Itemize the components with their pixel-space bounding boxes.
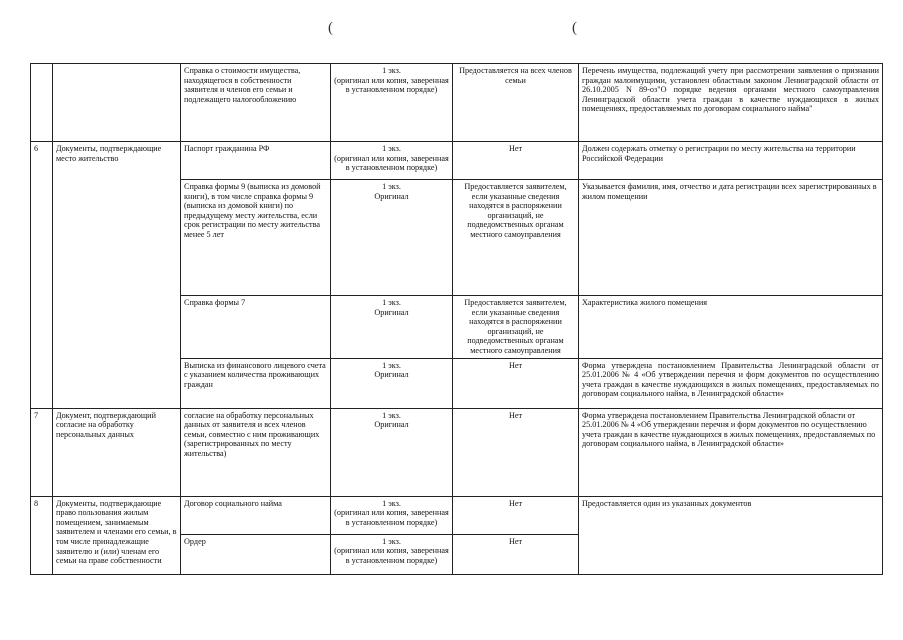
table-row: [31, 64, 883, 142]
note-cell: Указывается фамилия, имя, отчество и дата регистрации всех зарегистрированных в жилом помещении: [579, 180, 883, 296]
document-name-cell: Справка формы 7: [181, 296, 331, 359]
number-cell: 6: [31, 142, 53, 409]
document-name-cell: согласие на обработку персональных данных от заявителя и всех членов семьи, совместно с ним проживающих (зарегистрированных по месту жительства): [181, 408, 331, 496]
copies-cell: [331, 64, 453, 142]
table-row: [31, 142, 883, 180]
number-cell: [31, 64, 53, 142]
copies-text: 1 экз. Оригинал: [374, 360, 409, 380]
copies-text: 1 экз. (оригинал или копия, заверенная в установленном порядке): [334, 498, 449, 527]
bracket-mark-left: (: [328, 20, 333, 36]
copies-cell: [331, 180, 453, 296]
note-cell: Предоставляется один из указанных документов: [579, 496, 883, 574]
note-cell: Должен содержать отметку о регистрации по месту жительства на территории Российской Федерации: [579, 142, 883, 180]
copies-cell: [331, 496, 453, 534]
provider-cell: Предоставляется заявителем, если указанные сведения находятся в распоряжении организаций, не подведомственных органам местного самоуправления: [453, 296, 579, 359]
copies-text: 1 экз. (оригинал или копия, заверенная в установленном порядке): [334, 144, 449, 173]
provider-cell: Нет: [453, 408, 579, 496]
provider-cell: Нет: [453, 534, 579, 574]
copies-cell: [331, 142, 453, 180]
note-cell: Форма утверждена постановлением Правительства Ленинградской области от 25.01.2006 № 4 «Об утверждении перечня и форм документов по осуществлению учета граждан в качестве нуждающихся в жилых помещениях, предоставляемых по договорам социального найма, в Ленинградской области»: [579, 408, 883, 496]
copies-text: 1 экз. (оригинал или копия, заверенная в установленном порядке): [334, 536, 449, 565]
document-name-cell: Выписка из финансового лицевого счета с указанием количества проживающих граждан: [181, 358, 331, 408]
provider-cell: Нет: [453, 358, 579, 408]
copies-cell: [331, 408, 453, 496]
bracket-mark-right: (: [572, 20, 577, 36]
category-cell: Документы, подтверждающие место жительство: [53, 142, 181, 409]
copies-text: 1 экз. (оригинал или копия, заверенная в установленном порядке): [334, 66, 449, 95]
number-cell: 7: [31, 408, 53, 496]
provider-cell: Нет: [453, 142, 579, 180]
number-cell: 8: [31, 496, 53, 574]
copies-cell: [331, 296, 453, 359]
note-cell: Характеристика жилого помещения: [579, 296, 883, 359]
category-cell: [53, 64, 181, 142]
provider-cell: Предоставляется заявителем, если указанные сведения находятся в распоряжении организаций, не подведомственных органам местного самоуправления: [453, 180, 579, 296]
document-name-cell: Паспорт гражданина РФ: [181, 142, 331, 180]
copies-text: 1 экз. Оригинал: [374, 182, 409, 201]
category-cell: Документ, подтверждающий согласие на обработку персональных данных: [53, 408, 181, 496]
document-name-cell: Справка о стоимости имущества, находящегося в собственности заявителя и членов его семьи и подлежащего налогообложению: [181, 64, 331, 142]
provider-cell: Нет: [453, 496, 579, 534]
category-cell: Документы, подтверждающие право пользования жилым помещением, занимаемым заявителем и членами его семьи, в том числе принадлежащие заявителю и (или) членам его семьи на праве собственности: [53, 496, 181, 574]
copies-text: 1 экз. Оригинал: [374, 410, 409, 430]
copies-cell: [331, 534, 453, 574]
note-cell: Перечень имущества, подлежащий учету при рассмотрении заявления о признании граждан малоимущими, установлен областным законом Ленинградской области от 26.10.2005 N 89-оз"О порядке ведения органами местного самоуправления Ленинградской области учета граждан в качестве нуждающихся в жилых помещениях, предоставляемых по договорам социального найма": [579, 64, 883, 142]
provider-cell: Предоставляется на всех членов семьи: [453, 64, 579, 142]
table-row: [31, 408, 883, 496]
document-name-cell: Договор социального найма: [181, 496, 331, 534]
note-cell: Форма утверждена постановлением Правительства Ленинградской области от 25.01.2006 № 4 «Об утверждении перечня и форм документов по осуществлению учета граждан в качестве нуждающихся в жилых помещениях, предоставляемых по договорам социального найма, в Ленинградской области»: [579, 358, 883, 408]
documents-table: [30, 63, 883, 575]
copies-text: 1 экз. Оригинал: [374, 298, 409, 317]
document-name-cell: Ордер: [181, 534, 331, 574]
copies-cell: [331, 358, 453, 408]
document-name-cell: Справка формы 9 (выписка из домовой книги), в том числе справка формы 9 (выписка из домовой книги) по предыдущему месту жительства, если срок регистрации по месту жительства менее 5 лет: [181, 180, 331, 296]
table-row: [31, 496, 883, 534]
